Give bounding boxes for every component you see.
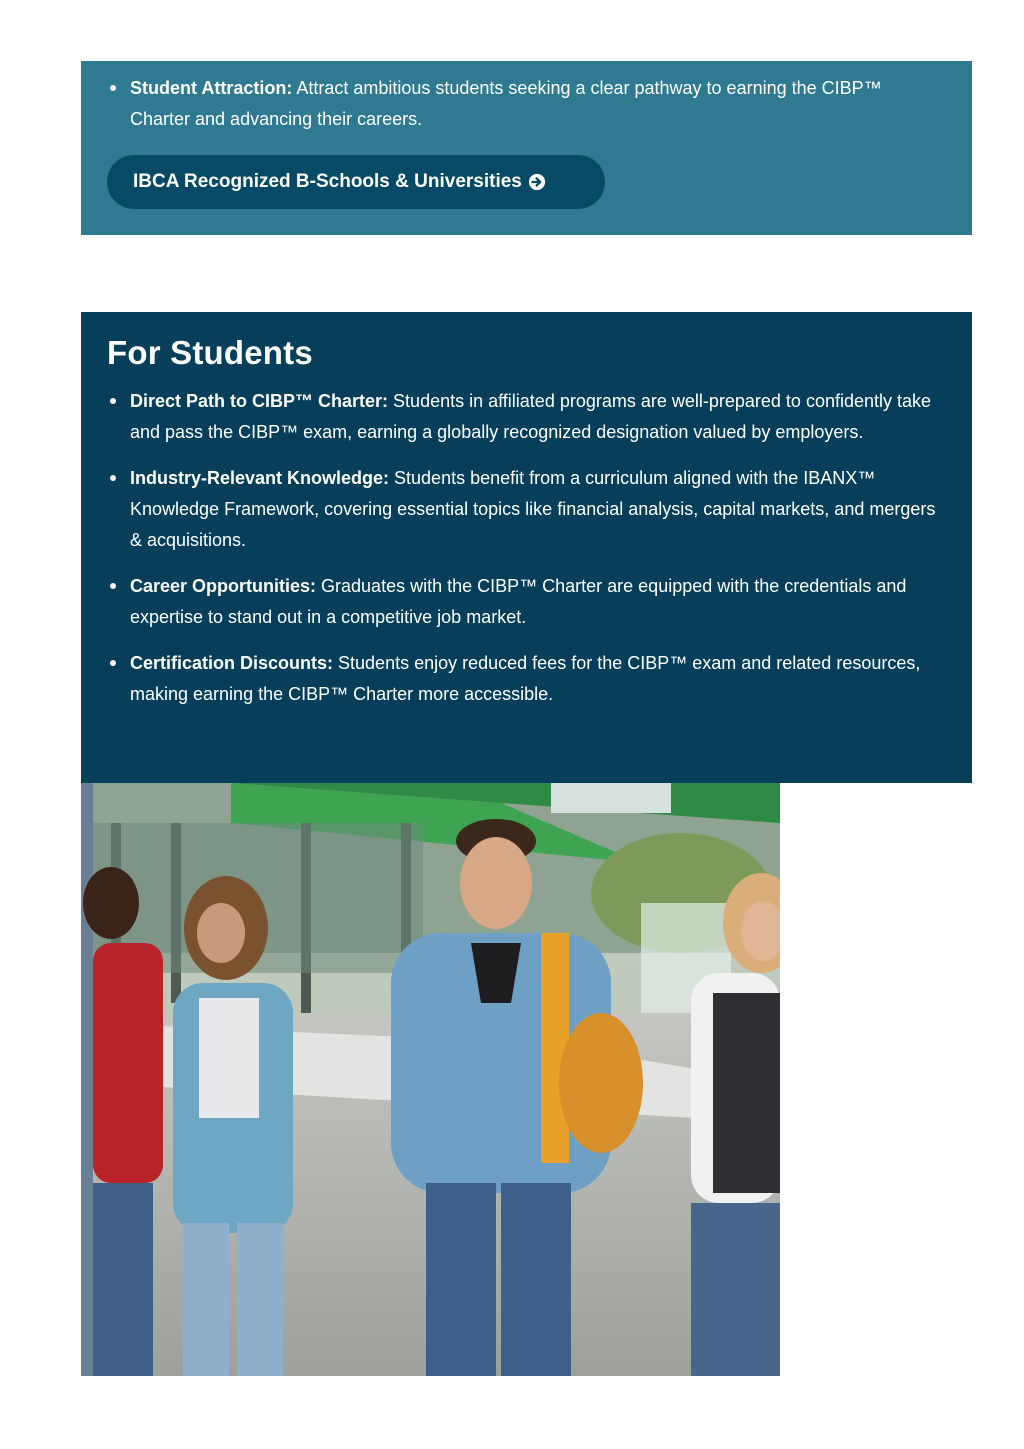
list-item: [107, 73, 937, 135]
list-item: [107, 386, 947, 448]
item-text: Students in affiliated programs are well-prepared to confidently take and pass the CIBP™ exam, earning a globally recognized designation valued by employers.: [130, 391, 932, 442]
list-item: [107, 648, 947, 710]
item-text: Graduates with the CIBP™ Charter are equipped with the credentials and expertise to stand out in a competitive job market.: [130, 576, 907, 627]
students-walking-photo: [81, 783, 780, 1376]
list-item: [107, 463, 947, 556]
item-label: Career Opportunities:: [130, 576, 317, 596]
item-label: Student Attraction:: [130, 78, 293, 98]
recognized-schools-button[interactable]: [107, 155, 605, 209]
item-label: Direct Path to CIBP™ Charter:: [130, 391, 389, 411]
students-photo-illustration: [81, 783, 780, 1376]
section-title: For Students: [107, 334, 313, 371]
item-label: Industry-Relevant Knowledge:: [130, 468, 390, 488]
benefits-list: [107, 73, 937, 135]
button-label: IBCA Recognized B-Schools & Universities: [133, 171, 522, 192]
for-students-panel: [81, 312, 972, 783]
item-text: Students benefit from a curriculum aligned with the IBANX™ Knowledge Framework, covering essential topics like financial analysis, capital markets, and mergers & acquisitions.: [130, 468, 936, 550]
student-benefits-list: [107, 386, 947, 725]
item-text: Attract ambitious students seeking a clear pathway to earning the CIBP™ Charter and advancing their careers.: [130, 78, 882, 129]
institutions-benefits-panel: [81, 61, 972, 235]
item-text: Students enjoy reduced fees for the CIBP™ exam and related resources, making earning the CIBP™ Charter more accessible.: [130, 653, 921, 704]
list-item: [107, 571, 947, 633]
item-label: Certification Discounts:: [130, 653, 334, 673]
arrow-circle-right-icon: [528, 173, 546, 191]
